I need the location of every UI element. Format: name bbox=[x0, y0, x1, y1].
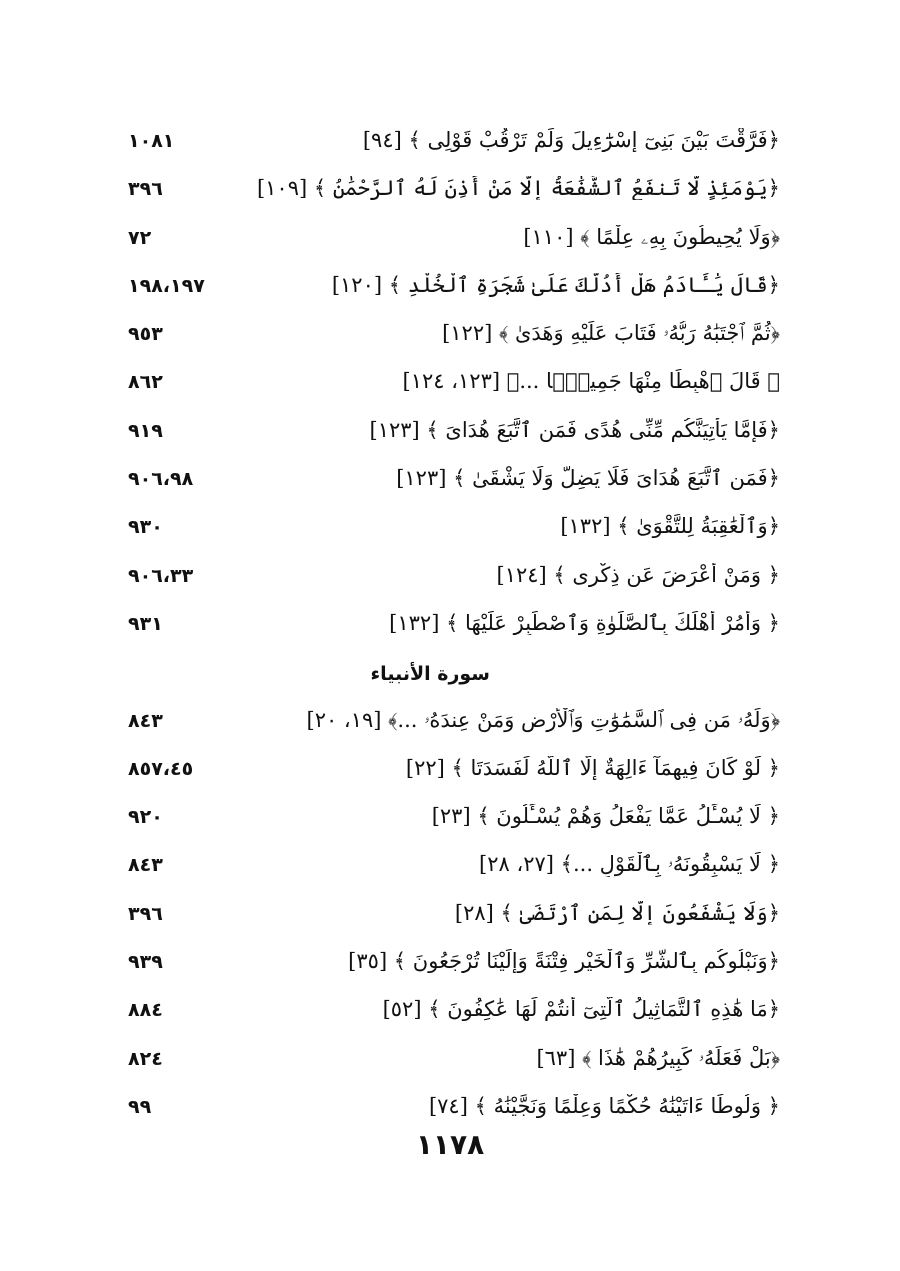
index-entry bbox=[120, 603, 780, 651]
page-references: ٨٤٣ bbox=[128, 854, 163, 877]
verse-text: ﴿ وَأْمُرْ أَهْلَكَ بِٱلصَّلَوٰةِ وَٱصْطَبِرْ عَلَيْهَا ﴾ [١٣٢] bbox=[389, 610, 780, 635]
verse-text: ﴿وَلَهُۥ مَن فِى ٱلسَّمَٰوَٰتِ وَٱلْأَرْضِ وَمَنْ عِندَهُۥ ...﴾ [١٩، ٢٠] bbox=[306, 707, 780, 732]
verse-text: ﴿مَا هَٰذِهِ ٱلتَّمَاثِيلُ ٱلَّتِىٓ أَنتُمْ لَهَا عَٰكِفُونَ ﴾ [٥٢] bbox=[382, 997, 780, 1022]
index-entry bbox=[120, 506, 780, 554]
verse-text: ﴿وَنَبْلُوكُم بِٱلشَّرِّ وَٱلْخَيْرِ فِتْنَةً وَإِلَيْنَا تُرْجَعُونَ ﴾ [٣٥] bbox=[348, 949, 780, 974]
page-references: ٩٣١ bbox=[128, 612, 163, 635]
index-entry bbox=[120, 361, 780, 409]
verse-text: ﴿ وَمَنْ أَعْرَضَ عَن ذِكْرِى ﴾ [١٢٤] bbox=[496, 562, 780, 587]
verse-text: ﴿بَلْ فَعَلَهُۥ كَبِيرُهُمْ هَٰذَا ﴾ [٦٣] bbox=[536, 1045, 780, 1070]
index-entry bbox=[120, 1038, 780, 1086]
page-references: ٣٩٦ bbox=[128, 902, 163, 925]
verse-text: ﴿قَالَ يَٰٓـَٔادَمُ هَلْ أَدُلُّكَ عَلَىٰ شَجَرَةِ ٱلْخُلْدِ ﴾ [١٢٠] bbox=[331, 272, 780, 297]
verse-text: ﴿ وَلُوطًا ءَاتَيْنَٰهُ حُكْمًا وَعِلْمًا وَنَجَّيْنَٰهُ ﴾ [٧٤] bbox=[428, 1093, 780, 1118]
verse-text: ﴿ لَوْ كَانَ فِيهِمَآ ءَالِهَةٌ إِلَّا ٱللَّهُ لَفَسَدَتَا ﴾ [٢٢] bbox=[405, 755, 780, 780]
page-references: ٧٢ bbox=[128, 226, 152, 249]
page-references: ٩٩ bbox=[128, 1095, 152, 1118]
index-entry bbox=[120, 844, 780, 892]
verse-text: ﴿فَإِمَّا يَأْتِيَنَّكُم مِّنِّى هُدًى فَمَنِ ٱتَّبَعَ هُدَاىَ ﴾ [١٢٣] bbox=[369, 417, 780, 442]
page-references: ٩٥٣ bbox=[128, 323, 163, 346]
index-entry bbox=[120, 265, 780, 313]
verse-text: ﴿وَٱلْعَٰقِبَةُ لِلتَّقْوَىٰ ﴾ [١٣٢] bbox=[560, 514, 780, 539]
page-references: ٨٨٤ bbox=[128, 999, 163, 1022]
verse-text: ﴿ لَا يُسْـَٔلُ عَمَّا يَفْعَلُ وَهُمْ يُسْـَٔلُونَ ﴾ [٢٣] bbox=[431, 804, 780, 829]
verse-index-list bbox=[120, 120, 780, 1134]
page-references: ٣٩٦ bbox=[128, 178, 163, 201]
page-references: ٩٣٠ bbox=[128, 516, 163, 539]
verse-text: ﴿فَرَّقْتَ بَيْنَ بَنِىٓ إِسْرَٰٓءِيلَ وَلَمْ تَرْقُبْ قَوْلِى ﴾ [٩٤] bbox=[362, 128, 780, 152]
page-references: ٩٠٦،٩٨ bbox=[128, 468, 194, 491]
index-entry bbox=[120, 313, 780, 361]
index-entry bbox=[120, 796, 780, 844]
verse-text: ﴿ لَا يَسْبِقُونَهُۥ بِٱلْقَوْلِ ...﴾ [٢٧، ٢٨] bbox=[479, 852, 780, 877]
index-entry bbox=[120, 989, 780, 1037]
verse-text: ﴿وَلَا يُحِيطُونَ بِهِۦ عِلْمًا ﴾ [١١٠] bbox=[523, 224, 780, 249]
surah-heading bbox=[120, 651, 780, 699]
page-references: ٨٥٧،٤٥ bbox=[128, 757, 194, 780]
index-entry bbox=[120, 458, 780, 506]
verse-text: ﴿ قَالَ ٱهْبِطَا مِنْهَا جَمِيعًۢا ...﴾ [١٢٣، ١٢٤] bbox=[402, 369, 780, 394]
page-number: ١١٧٨ bbox=[415, 1128, 485, 1161]
page-references: ٩٠٦،٣٣ bbox=[128, 564, 194, 587]
page-references: ١٩٨،١٩٧ bbox=[128, 274, 205, 297]
index-entry bbox=[120, 893, 780, 941]
index-entry bbox=[120, 410, 780, 458]
surah-title: سورة الأنبياء bbox=[370, 663, 490, 686]
index-entry bbox=[120, 555, 780, 603]
index-entry bbox=[120, 168, 780, 216]
page-references: ٩٣٩ bbox=[128, 951, 163, 974]
page-references: ١٠٨١ bbox=[128, 130, 175, 152]
verse-text: ﴿يَوْمَئِذٍ لَّا تَنفَعُ ٱلشَّفَٰعَةُ إِلَّا مَنْ أَذِنَ لَهُ ٱلرَّحْمَٰنُ ﴾ [١٠٩] bbox=[256, 176, 780, 201]
page-references: ٨٤٣ bbox=[128, 709, 163, 732]
page-references: ٩٢٠ bbox=[128, 806, 163, 829]
index-entry bbox=[120, 120, 780, 168]
page-references: ٨٦٢ bbox=[128, 371, 163, 394]
page-references: ٨٢٤ bbox=[128, 1047, 163, 1070]
index-entry bbox=[120, 700, 780, 748]
index-entry bbox=[120, 217, 780, 265]
index-entry bbox=[120, 748, 780, 796]
index-entry bbox=[120, 1086, 780, 1134]
verse-text: ﴿فَمَنِ ٱتَّبَعَ هُدَاىَ فَلَا يَضِلُّ وَلَا يَشْقَىٰ ﴾ [١٢٣] bbox=[396, 466, 780, 491]
index-entry bbox=[120, 941, 780, 989]
verse-text: ﴿وَلَا يَشْفَعُونَ إِلَّا لِمَنِ ٱرْتَضَىٰ ﴾ [٢٨] bbox=[454, 900, 780, 925]
verse-text: ﴿ثُمَّ ٱجْتَبَٰهُ رَبُّهُۥ فَتَابَ عَلَيْهِ وَهَدَىٰ ﴾ [١٢٢] bbox=[442, 321, 780, 346]
page-references: ٩١٩ bbox=[128, 419, 163, 442]
